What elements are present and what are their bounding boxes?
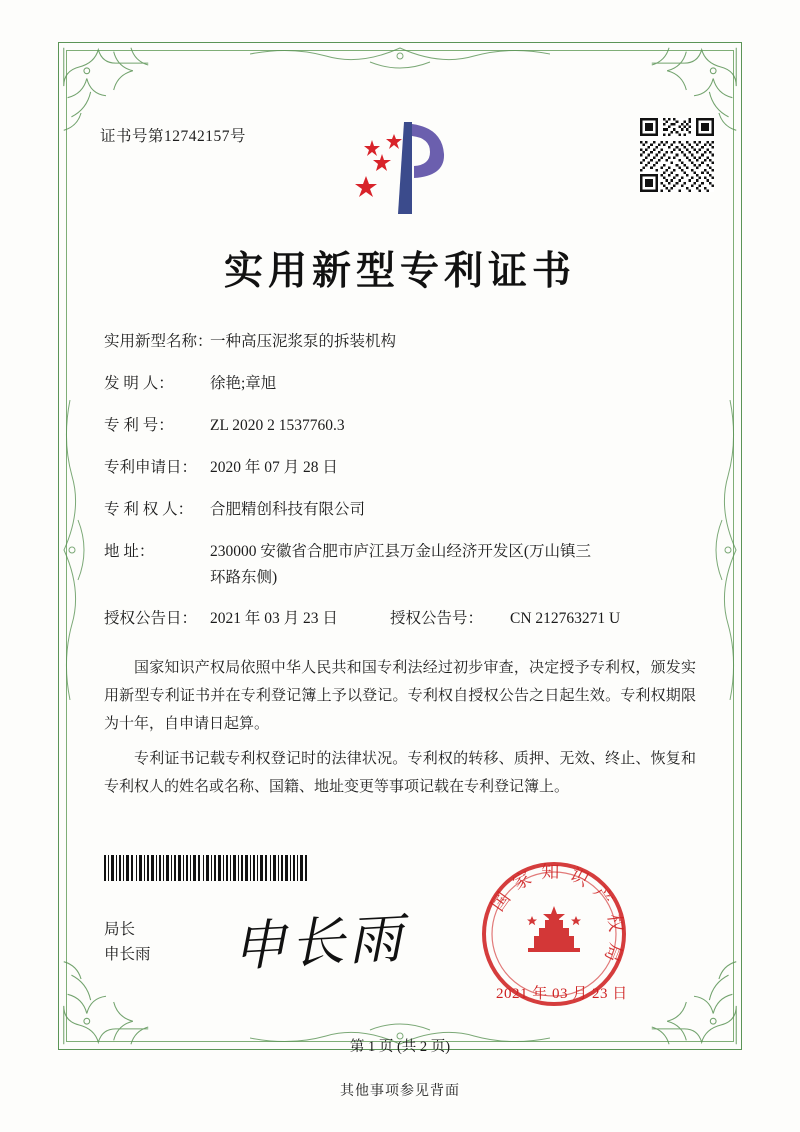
announcement-date-label: 授权公告日： xyxy=(104,610,198,628)
field-value: 一种高压泥浆泵的拆装机构 xyxy=(210,333,397,350)
field-value: 合肥精创科技有限公司 xyxy=(210,500,366,518)
body-text xyxy=(104,655,696,810)
page-number: 第 1 页 (共 2 页) xyxy=(349,1039,451,1055)
field-label: 发 明 人： xyxy=(104,374,174,392)
svg-text:国家知识产权局: 国家知识产权局 xyxy=(487,861,628,973)
director-role-label: 局长 xyxy=(104,921,136,938)
handwritten-signature: 申长雨 xyxy=(230,906,408,979)
footnote: 其他事项参见背面 xyxy=(340,1084,460,1099)
field-label: 专 利 号： xyxy=(104,416,174,434)
ornament-edge-icon xyxy=(250,42,550,82)
field-value: 2020 年 07 月 28 日 xyxy=(210,458,338,476)
field-label: 地 址： xyxy=(104,542,155,560)
ornament-edge-icon xyxy=(702,400,742,700)
paragraph-1: 国家知识产权局依照中华人民共和国专利法经过初步审查，决定授予专利权，颁发实用新型专利证书并在专利登记簿上予以登记。专利权自授权公告之日起生效。专利权期限为十年，自申请日起算。 xyxy=(104,660,696,732)
certificate-number: 证书号第12742157号 xyxy=(100,128,247,145)
field-row-application-date xyxy=(104,458,704,479)
field-row-patentee xyxy=(104,500,704,521)
field-value: ZL 2020 2 1537760.3 xyxy=(210,416,345,434)
field-row-patent-number xyxy=(104,416,704,437)
announcement-number-label: 授权公告号： xyxy=(390,610,484,628)
address-line-1: 230000 安徽省合肥市庐江县万金山经济开发区(万山镇三 xyxy=(210,542,592,560)
field-label: 专 利 权 人： xyxy=(104,500,194,518)
page-title: 实用新型专利证书 xyxy=(223,248,576,294)
qr-code-icon xyxy=(640,118,714,192)
patent-office-logo-icon xyxy=(348,118,458,218)
field-value xyxy=(210,542,704,589)
field-label: 专利申请日： xyxy=(104,458,198,476)
director-name-label: 申长雨 xyxy=(104,945,151,963)
field-row-address xyxy=(104,542,704,589)
ornament-edge-icon xyxy=(58,400,98,700)
barcode-icon xyxy=(104,855,310,881)
seal-date: 2021 年 03 月 23 日 xyxy=(496,986,628,1002)
field-value: 徐艳;章旭 xyxy=(210,374,277,392)
field-row-announcement xyxy=(104,609,704,630)
address-line-2: 环路东侧) xyxy=(210,568,278,586)
signature-block xyxy=(104,918,151,968)
announcement-date-value: 2021 年 03 月 23 日 xyxy=(210,610,338,628)
paragraph-2: 专利证书记载专利权登记时的法律状况。专利权的转移、质押、无效、终止、恢复和专利权人的姓名或名称、国籍、地址变更等事项记载在专利登记簿上。 xyxy=(104,751,696,795)
field-list xyxy=(104,332,704,648)
field-label: 实用新型名称： xyxy=(104,333,213,350)
field-row-utility-model-name xyxy=(104,332,704,353)
announcement-number-value: CN 212763271 U xyxy=(510,610,621,628)
field-row-inventor xyxy=(104,374,704,395)
